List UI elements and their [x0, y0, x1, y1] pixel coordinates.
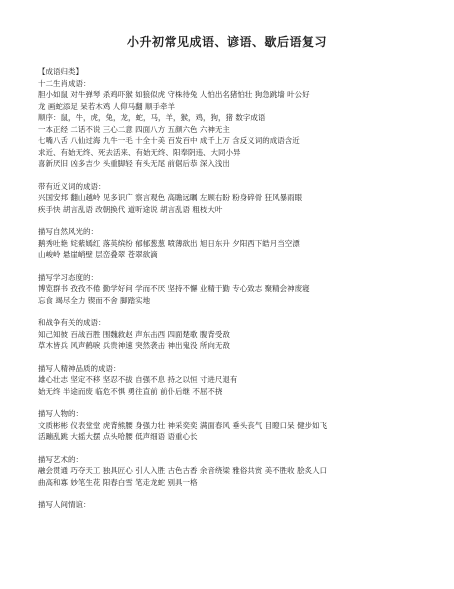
section-heading: 描写艺术的：: [38, 454, 83, 464]
text-line: 忘食 竭尽全力 锲而不舍 脚踏实地: [38, 295, 151, 305]
text-line: 鹅秀吐艳 姹紫嫣红 落英缤纷 郁郁葱葱 喷薄欲出 旭日东升 夕阳西下皓月当空漂: [38, 238, 300, 248]
section-heading: 描写学习态度的：: [38, 272, 98, 282]
text-line: 山峻岭 悬崖峭壁 层峦叠翠 苍翠欲滴: [38, 250, 158, 259]
section-spacer: [38, 306, 438, 317]
text-line: 龙 画蛇添足 呆若木鸡 人仰马翻 顺手牵羊: [38, 101, 176, 111]
section-heading: 描写自然风光的：: [38, 227, 98, 236]
text-line: 始无终 半途而废 临危不惧 勇往直前 前仆后继 不屈不挠: [38, 386, 223, 396]
page-title: 小升初常见成语、谚语、歇后语复习: [126, 35, 327, 49]
text-line: 十二生肖成语：: [38, 78, 91, 88]
text-line: 雄心壮志 坚定不移 坚忍不拔 自强不息 持之以恒 寸进尺退有: [38, 375, 238, 384]
text-line: 胆小如鼠 对牛弹琴 杀鸡吓猴 如狼似虎 守株待兔 人怕出名猪怕壮 狗急跳墙 叶公好: [38, 90, 310, 99]
text-line: 融会贯通 巧夺天工 独具匠心 引人入胜 古色古香 余音绕梁 雅俗共赏 美不胜收 脍炙人口: [38, 466, 328, 475]
section-spacer: [38, 443, 438, 454]
section-heading: 【成语归类】: [38, 67, 83, 76]
section-heading: 描写人间情谊：: [38, 500, 91, 509]
section-spacer: [38, 170, 438, 181]
section-heading: 描写人精神品质的成语：: [38, 363, 121, 373]
text-line: 七嘴八舌 八仙过海 九牛一毛 十全十美 百发百中 成千上万 含反义词的成语含近: [38, 136, 300, 145]
section-heading: 和战争有关的成语：: [38, 318, 106, 327]
text-line: 文质彬彬 仪表堂堂 虎背熊腰 身强力壮 神采奕奕 满面春风 垂头丧气 目瞪口呆 健步如飞: [38, 420, 328, 430]
text-line: 曲高和寡 妙笔生花 阳春白雪 笔走龙蛇 别具一格: [38, 477, 198, 487]
section-heading: 带有近义词的成语：: [38, 181, 106, 191]
text-line: 一本正经 二话不说 三心二意 四面八方 五颜六色 六神无主: [38, 124, 230, 134]
section-heading: 描写人物的：: [38, 409, 83, 418]
section-spacer: [38, 397, 438, 408]
text-line: 求近、有始无终、死去活来、有始无终、阳奉阴违、大同小异: [38, 147, 241, 157]
text-line: 顺序：鼠，牛，虎，兔，龙，蛇，马，羊，猴，鸡，狗，猪 数字成语: [38, 113, 266, 122]
text-line: 兴国安邦 翻山越岭 见多识广 察言观色 高瞻远瞩 左顾右盼 粉身碎骨 狂风暴雨眼: [38, 193, 303, 202]
text-line: 草木皆兵 风声鹤唳 兵贵神速 突然袭击 神出鬼没 所向无敌: [38, 341, 230, 350]
section-spacer: [38, 261, 438, 272]
section-spacer: [38, 488, 438, 499]
document-body: [38, 66, 438, 511]
text-line: 博览群书 孜孜不倦 勤学好问 学而不厌 坚持不懈 业精于勤 专心致志 聚精会神废寝: [38, 284, 310, 293]
text-line: 疾手快 胡言乱语 改朝换代 道听途说 胡言乱语 粗枝大叶: [38, 204, 223, 214]
text-line: 活蹦乱跳 大摇大摆 点头哈腰 低声细语 语重心长: [38, 432, 198, 441]
text-line: 喜新厌旧 凶多吉少 头重脚轻 有头无尾 前倨后恭 深入浅出: [38, 159, 230, 168]
text-line: 知己知彼 百战百胜 围魏救赵 声东击西 四面楚歌 腹背受敌: [38, 329, 230, 339]
section-spacer: [38, 215, 438, 226]
section-spacer: [38, 352, 438, 363]
